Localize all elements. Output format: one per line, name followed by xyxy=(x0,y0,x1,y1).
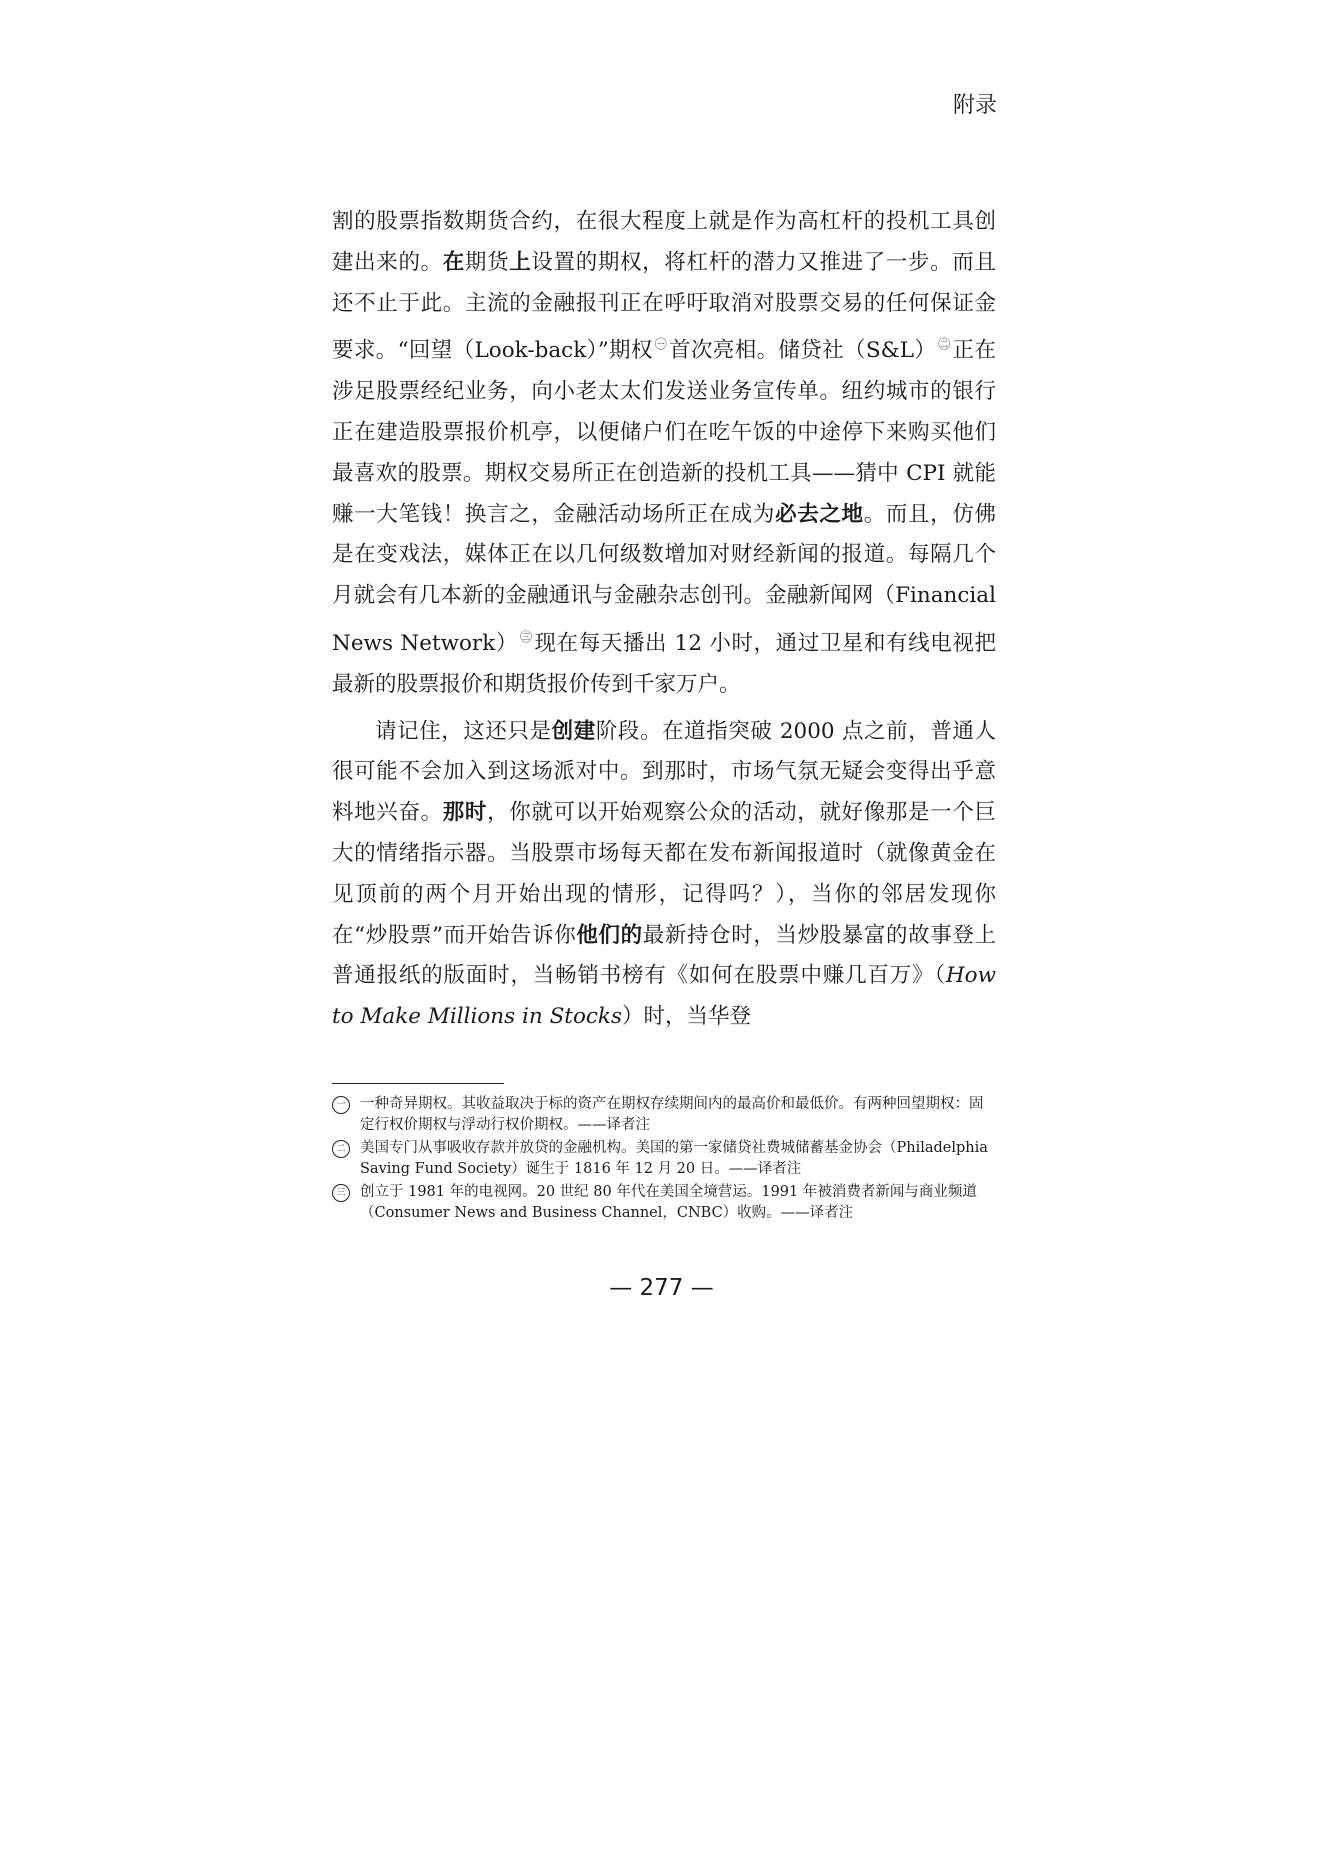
body-text xyxy=(332,202,996,1038)
paragraph-2 xyxy=(332,712,996,1038)
footnotes xyxy=(332,1094,996,1226)
footnote-marker: 一 xyxy=(332,1096,350,1114)
text-span: ，你就可以开始观察公众的活动，就好像那是一个巨大的情绪指示器。当股票市场每天都在发布新闻报道时（就像黄金在见顶前的两个月开始出现的情形，记得吗？），当你的邻居发现你在“炒股票”而开始告诉你 xyxy=(332,800,996,948)
text-span: 期货 xyxy=(464,249,510,275)
emphasis-text: 创建 xyxy=(551,718,596,744)
text-span: 设置的期权，将杠杆的潜力又推进了一步。而且还不止于此。主流的金融报刊正在呼吁取消对股票交易的任何保证金要求。“回望（Look-back）”期权 xyxy=(332,249,996,364)
emphasis-text: 必去之地 xyxy=(775,501,864,527)
text-span: 割的股票指数期货合约，在很大程度上就是作为高杠杆的投机工具创建出来的。 xyxy=(332,209,996,275)
footnote-marker: 二 xyxy=(332,1140,350,1158)
footnote-1 xyxy=(332,1094,996,1136)
text-span: ）时，当华登 xyxy=(622,1004,752,1030)
footnote-2 xyxy=(332,1138,996,1180)
text-span: 请记住，这还只是 xyxy=(375,718,552,744)
emphasis-text: 在 xyxy=(442,249,465,275)
italic-book-title: How to Make Millions in Stocks xyxy=(332,963,996,1030)
footnote-ref-2: ㊁ xyxy=(938,337,951,352)
footnote-ref-3: ㊂ xyxy=(519,629,533,644)
emphasis-text: 那时 xyxy=(442,800,488,826)
emphasis-text: 他们的 xyxy=(576,922,643,948)
text-span: 最新持仓时，当炒股暴富的故事登上普通报纸的版面时，当畅销书榜有《如何在股票中赚几百万》（ xyxy=(332,922,996,989)
text-span: 首次亮相。储贷社（S&L） xyxy=(669,338,937,364)
footnote-text: 一种奇异期权。其收益取决于标的资产在期权存续期间内的最高价和最低价。有两种回望期权：固定行权价期权与浮动行权价期权。——译者注 xyxy=(360,1096,984,1133)
text-span: 。而且，仿佛是在变戏法，媒体正在以几何级数增加对财经新闻的报道。每隔几个月就会有几本新的金融通讯与金融杂志创刊。金融新闻网（Financial News Network） xyxy=(332,501,996,656)
running-header: 附录 xyxy=(952,93,997,118)
text-span: 阶段。在道指突破 2000 点之前，普通人很可能不会加入到这场派对中。到那时，市场气氛无疑会变得出乎意料地兴奋。 xyxy=(332,718,996,826)
page-number: — 277 — xyxy=(609,1275,714,1301)
text-span: 现在每天播出 12 小时，通过卫星和有线电视把最新的股票报价和期货报价传到千家万户。 xyxy=(332,630,997,697)
footnote-divider xyxy=(332,1083,504,1084)
paragraph-1 xyxy=(332,202,996,706)
footnote-text: 美国专门从事吸收存款并放贷的金融机构。美国的第一家储贷社费城储蓄基金协会（Philadelphia Saving Fund Society）诞生于 1816 年 12 月 20 日。——译者注 xyxy=(360,1140,988,1177)
emphasis-text: 上 xyxy=(509,249,532,275)
footnote-text: 创立于 1981 年的电视网。20 世纪 80 年代在美国全境营运。1991 年被消费者新闻与商业频道（Consumer News and Business Channel，CNBC）收购。——译者注 xyxy=(360,1184,977,1221)
footnote-ref-1: ㊀ xyxy=(654,337,668,352)
footnote-marker: 三 xyxy=(332,1184,350,1202)
text-span: 正在涉足股票经纪业务，向小老太太们发送业务宣传单。纽约城市的银行正在建造股票报价机亭，以便储户们在吃午饭的中途停下来购买他们最喜欢的股票。期权交易所正在创造新的投机工具——猜中 CPI 就能赚一大笔钱！换言之，金融活动场所正在成为 xyxy=(332,338,996,527)
footnote-3 xyxy=(332,1182,996,1224)
